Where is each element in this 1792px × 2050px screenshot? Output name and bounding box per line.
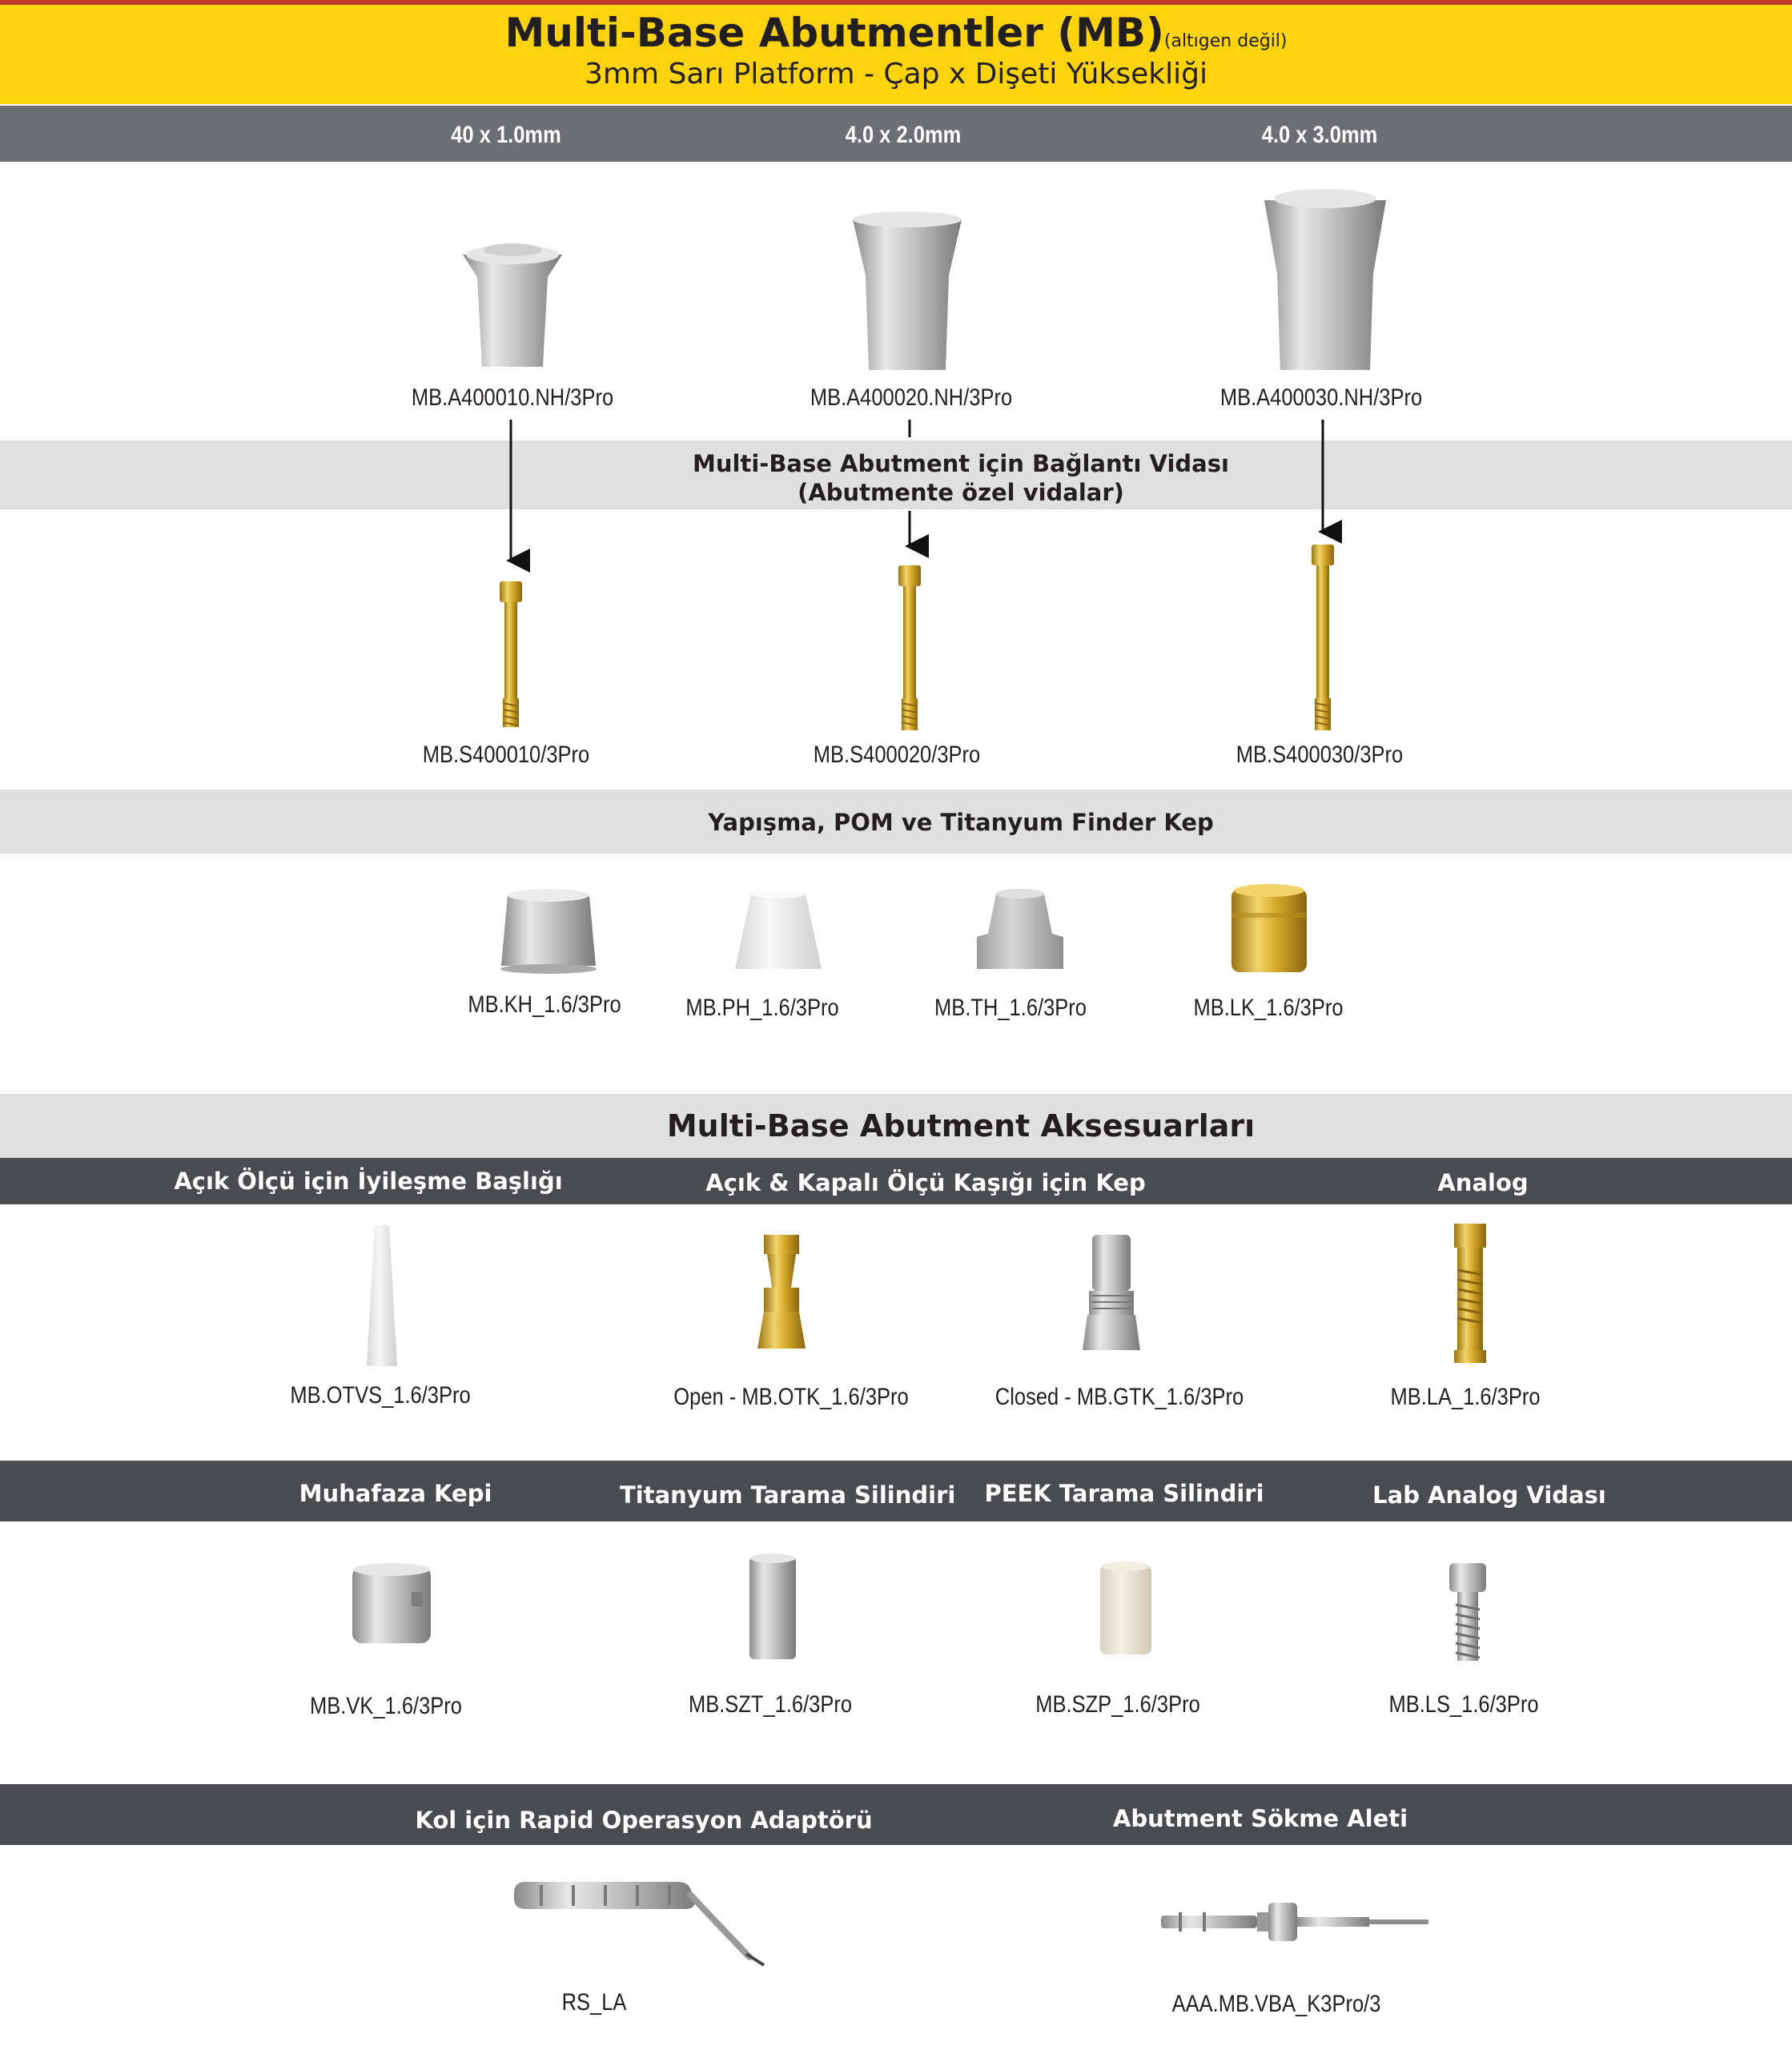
peek-scan-body-code: MB.SZP_1.6/3Pro [1035, 1691, 1200, 1718]
abutment-code-2: MB.A400020.NH/3Pro [810, 384, 1013, 411]
size-label-1: 40 x 1.0mm [451, 122, 561, 148]
abutment-code-1: MB.A400010.NH/3Pro [411, 384, 614, 411]
rapid-adapter-image [509, 1874, 781, 1970]
tools-header-band [0, 1784, 1792, 1845]
open-tray-cap-image [753, 1232, 810, 1352]
header-healing-cap: Açık Ölçü için İyileşme Başlığı [174, 1168, 563, 1195]
caps-title: Yapışma, POM ve Titanyum Finder Kep [708, 809, 1214, 836]
size-label-3: 4.0 x 3.0mm [1261, 122, 1378, 148]
analog-image [1446, 1222, 1494, 1366]
lab-analog-screw-code: MB.LS_1.6/3Pro [1388, 1691, 1539, 1718]
cover-cap-code: MB.VK_1.6/3Pro [310, 1693, 462, 1719]
size-label-2: 4.0 x 2.0mm [845, 122, 962, 148]
analog-code: MB.LA_1.6/3Pro [1390, 1384, 1541, 1410]
cap-image-th [972, 886, 1068, 974]
header-removal-tool: Abutment Sökme Aleti [1112, 1805, 1408, 1832]
title-note: (altıgen değil) [1163, 31, 1288, 51]
healing-cap-image [362, 1222, 402, 1369]
screw-section-title-2: (Abutmente özel vidalar) [798, 479, 1124, 506]
cap-image-kh [496, 886, 601, 977]
cap-image-ph [730, 886, 826, 974]
lab-analog-screw-image [1441, 1560, 1494, 1664]
header-analog: Analog [1437, 1169, 1529, 1196]
cap-code-kh: MB.KH_1.6/3Pro [468, 991, 621, 1018]
removal-tool-code: AAA.MB.VBA_K3Pro/3 [1171, 1991, 1381, 2017]
header-rapid-adapter: Kol için Rapid Operasyon Adaptörü [415, 1807, 873, 1834]
rapid-adapter-code: RS_LA [561, 1989, 627, 2016]
screw-code-2: MB.S400020/3Pro [813, 742, 981, 768]
cover-cap-image [348, 1560, 436, 1648]
titanium-scan-body-code: MB.SZT_1.6/3Pro [688, 1691, 853, 1718]
screw-code-1: MB.S400010/3Pro [422, 742, 590, 768]
header-peek-scan: PEEK Tarama Silindiri [984, 1480, 1264, 1507]
titanium-scan-body-image [745, 1552, 801, 1664]
peek-scan-body-image [1094, 1560, 1158, 1659]
cap-code-th: MB.TH_1.6/3Pro [934, 995, 1087, 1021]
page-subtitle: 3mm Sarı Platform - Çap x Dişeti Yüksekliği [585, 58, 1207, 90]
abutment-code-3: MB.A400030.NH/3Pro [1219, 384, 1423, 411]
screw-image-1 [495, 578, 527, 730]
healing-cap-code: MB.OTVS_1.6/3Pro [290, 1382, 471, 1409]
title-text: Multi-Base Abutmentler (MB) [504, 10, 1164, 56]
closed-tray-cap-image [1079, 1228, 1143, 1353]
closed-tray-cap-code: Closed - MB.GTK_1.6/3Pro [994, 1384, 1244, 1410]
screw-section-title-1: Multi-Base Abutment için Bağlantı Vidası [693, 450, 1229, 477]
header-titanium-scan: Titanyum Tarama Silindiri [620, 1481, 956, 1509]
screw-image-3 [1307, 541, 1339, 734]
screw-code-3: MB.S400030/3Pro [1236, 742, 1404, 768]
screw-image-2 [894, 562, 926, 734]
cap-image-lk [1225, 881, 1313, 977]
accessories-title: Multi-Base Abutment Aksesuarları [666, 1108, 1256, 1144]
open-tray-cap-code: Open - MB.OTK_1.6/3Pro [673, 1384, 909, 1410]
cap-code-lk: MB.LK_1.6/3Pro [1193, 995, 1344, 1021]
header-cover-cap: Muhafaza Kepi [299, 1480, 492, 1507]
removal-tool-image [1156, 1898, 1433, 1946]
cap-code-ph: MB.PH_1.6/3Pro [685, 995, 839, 1021]
header-impression-cap: Açık & Kapalı Ölçü Kaşığı için Kep [705, 1169, 1146, 1196]
header-lab-analog-screw: Lab Analog Vidası [1372, 1481, 1606, 1509]
